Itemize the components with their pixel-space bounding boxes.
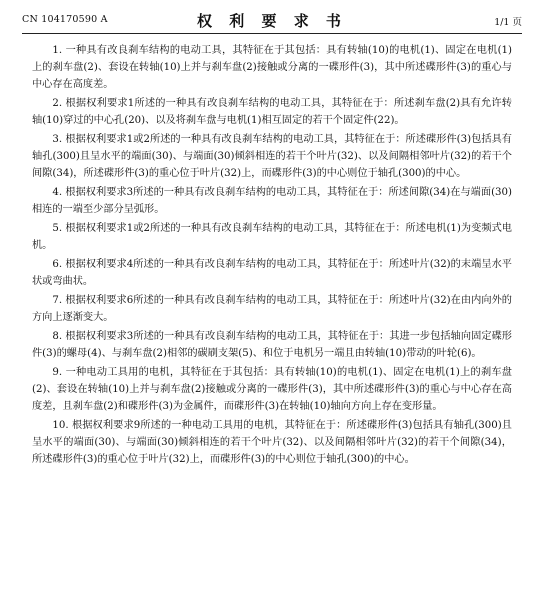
claim-1: 1. 一种具有改良刹车结构的电动工具，其特征在于其包括：具有转轴(10)的电机(1)、固定在电机(1)上的刹车盘(2)、套设在转轴(10)上并与刹车盘(2)接触或分离的一碟形件(3)，其中所述碟形件(3)的重心与中心存在高度差。 xyxy=(32,45,512,90)
claim-3: 3. 根据权利要求1或2所述的一种具有改良刹车结构的电动工具，其特征在于：所述碟形件(3)包括具有轴孔(300)且呈水平的端面(30)、与端面(30)倾斜相连的若干个叶片(32)、以及间隔相邻叶片(32)的若干个间隙(34)，所述碟形件(3)的重心位于叶片(32)上，而碟形件(3)的中心则位于轴孔(300)的中心。 xyxy=(32,134,512,179)
document-id: CN 104170590 A xyxy=(22,14,108,25)
page-header xyxy=(22,10,522,32)
claim-4: 4. 根据权利要求3所述的一种具有改良刹车结构的电动工具，其特征在于：所述间隙(34)在与端面(30)相连的一端至少部分呈弧形。 xyxy=(32,187,512,215)
claim-7: 7. 根据权利要求6所述的一种具有改良刹车结构的电动工具，其特征在于：所述叶片(32)在由内向外的方向上逐渐变大。 xyxy=(32,295,512,323)
claims-body xyxy=(32,42,512,470)
page-title: 权 利 要 求 书 xyxy=(197,12,347,30)
page-number: 1/1 页 xyxy=(494,17,522,28)
claim-6: 6. 根据权利要求4所述的一种具有改良刹车结构的电动工具，其特征在于：所述叶片(32)的末端呈水平状或弯曲状。 xyxy=(32,259,512,287)
claim-2: 2. 根据权利要求1所述的一种具有改良刹车结构的电动工具，其特征在于：所述刹车盘(2)具有允许转轴(10)穿过的中心孔(20)、以及将刹车盘与电机(1)相互固定的若干个固定件(22)。 xyxy=(32,98,512,126)
claim-5: 5. 根据权利要求1或2所述的一种具有改良刹车结构的电动工具，其特征在于：所述电机(1)为变频式电机。 xyxy=(32,223,512,251)
header-divider xyxy=(22,33,522,34)
claim-10: 10. 根据权利要求9所述的一种电动工具用的电机，其特征在于：所述碟形件(3)包括具有轴孔(300)且呈水平的端面(30)、与端面(30)倾斜相连的若干个叶片(32)、以及间隔相邻叶片(32)的若干个间隙(34)，所述碟形件(3)的重心位于叶片(32)上，而碟形件(3)的中心则位于轴孔(300)的中心。 xyxy=(32,420,512,465)
claim-8: 8. 根据权利要求3所述的一种具有改良刹车结构的电动工具，其特征在于：其进一步包括轴向固定碟形件(3)的螺母(4)、与刹车盘(2)相邻的碳刷支架(5)、和位于电机另一端且由转轴(10)带动的叶轮(6)。 xyxy=(32,331,512,359)
claim-9: 9. 一种电动工具用的电机，其特征在于其包括：具有转轴(10)的电机(1)、固定在电机(1)上的刹车盘(2)、套设在转轴(10)上并与刹车盘(2)接触或分离的一碟形件(3)，其中所述碟形件(3)的重心与中心存在高度差，且刹车盘(2)和碟形件(3)为金属件，而碟形件(3)在转轴(10)轴向方向上存在变形量。 xyxy=(32,367,512,412)
